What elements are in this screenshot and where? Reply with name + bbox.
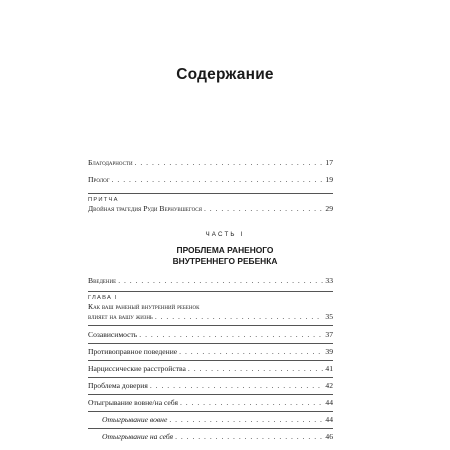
toc-entry-section[interactable] <box>88 330 333 340</box>
divider <box>88 325 333 326</box>
toc-entry-page: 29 <box>325 204 333 213</box>
toc-front-matter <box>88 158 333 185</box>
toc-entry-title: Пролог <box>88 175 110 184</box>
toc-entry-page: 44 <box>325 398 333 407</box>
toc-parable <box>88 193 333 214</box>
toc-entry-subsection[interactable] <box>88 415 333 425</box>
toc-entry-title: Введение <box>88 276 117 285</box>
toc-chapter-1 <box>88 291 333 442</box>
leader-dots <box>155 312 324 322</box>
toc-entry-page: 33 <box>325 276 333 285</box>
leader-dots <box>112 175 324 185</box>
toc-entry-subsection[interactable] <box>88 432 333 442</box>
toc-entry-page: 42 <box>325 381 333 390</box>
chapter-title-line-1: Как ваш раненый внутренний ребенок <box>88 302 200 311</box>
toc-entry-title: Двойная трагедия Руди Вернувшегося <box>88 204 202 213</box>
divider <box>88 411 333 412</box>
toc-entry-section[interactable] <box>88 347 333 357</box>
leader-dots <box>135 158 324 168</box>
toc-entry-title: Созависимость <box>88 330 138 339</box>
toc-entry-title: влияет на вашу жизнь <box>88 312 153 321</box>
toc-entry-title: Благодарности <box>88 158 133 167</box>
toc-entry-chapter-1[interactable] <box>88 312 333 322</box>
divider <box>88 343 333 344</box>
toc-entry-title: Проблема доверия <box>88 381 148 390</box>
toc-entry-page: 17 <box>325 158 333 167</box>
part-title-line-1: ПРОБЛЕМА РАНЕНОГО <box>176 245 274 255</box>
leader-dots <box>180 398 323 408</box>
toc-entry-title: Противоправное поведение <box>88 347 178 356</box>
toc-entry-section[interactable] <box>88 398 333 408</box>
leader-dots <box>169 415 323 425</box>
leader-dots <box>118 276 323 286</box>
divider <box>88 193 333 194</box>
toc-entry-parable[interactable] <box>88 204 333 214</box>
toc-introduction <box>88 276 333 286</box>
divider <box>88 360 333 361</box>
toc-entry-section[interactable] <box>88 381 333 391</box>
parable-label: ПРИТЧА <box>88 197 119 203</box>
part-title-line-2: ВНУТРЕННЕГО РЕБЕНКА <box>172 256 278 266</box>
toc-entry-page: 46 <box>325 432 333 441</box>
page-title: Содержание <box>176 66 274 83</box>
toc-entry-introduction[interactable] <box>88 276 333 286</box>
divider <box>88 291 333 292</box>
leader-dots <box>150 381 324 391</box>
leader-dots <box>175 432 323 442</box>
leader-dots <box>204 204 323 214</box>
divider <box>88 394 333 395</box>
toc-entry-section[interactable] <box>88 364 333 374</box>
toc-entry-prologue[interactable] <box>88 175 333 185</box>
toc-entry-title: Отыгрывание вовне/на себя <box>88 398 178 407</box>
divider <box>88 377 333 378</box>
leader-dots <box>188 364 324 374</box>
toc-entry-page: 44 <box>325 415 333 424</box>
toc-entry-page: 19 <box>325 175 333 184</box>
part-label: ЧАСТЬ I <box>205 231 245 238</box>
divider <box>88 428 333 429</box>
toc-entry-page: 39 <box>325 347 333 356</box>
toc-entry-page: 37 <box>325 330 333 339</box>
toc-entry-title: Нарциссические расстройства <box>88 364 186 373</box>
toc-entry-page: 35 <box>325 312 333 321</box>
toc-entry-acknowledgements[interactable] <box>88 158 333 168</box>
part-title <box>0 245 450 267</box>
toc-entry-title: Отыгрывание на себя <box>102 432 174 441</box>
chapter-label: ГЛАВА I <box>88 295 118 301</box>
toc-entry-page: 41 <box>325 364 333 373</box>
toc-entry-title: Отыгрывание вовне <box>102 415 168 424</box>
leader-dots <box>139 330 323 340</box>
leader-dots <box>179 347 323 357</box>
